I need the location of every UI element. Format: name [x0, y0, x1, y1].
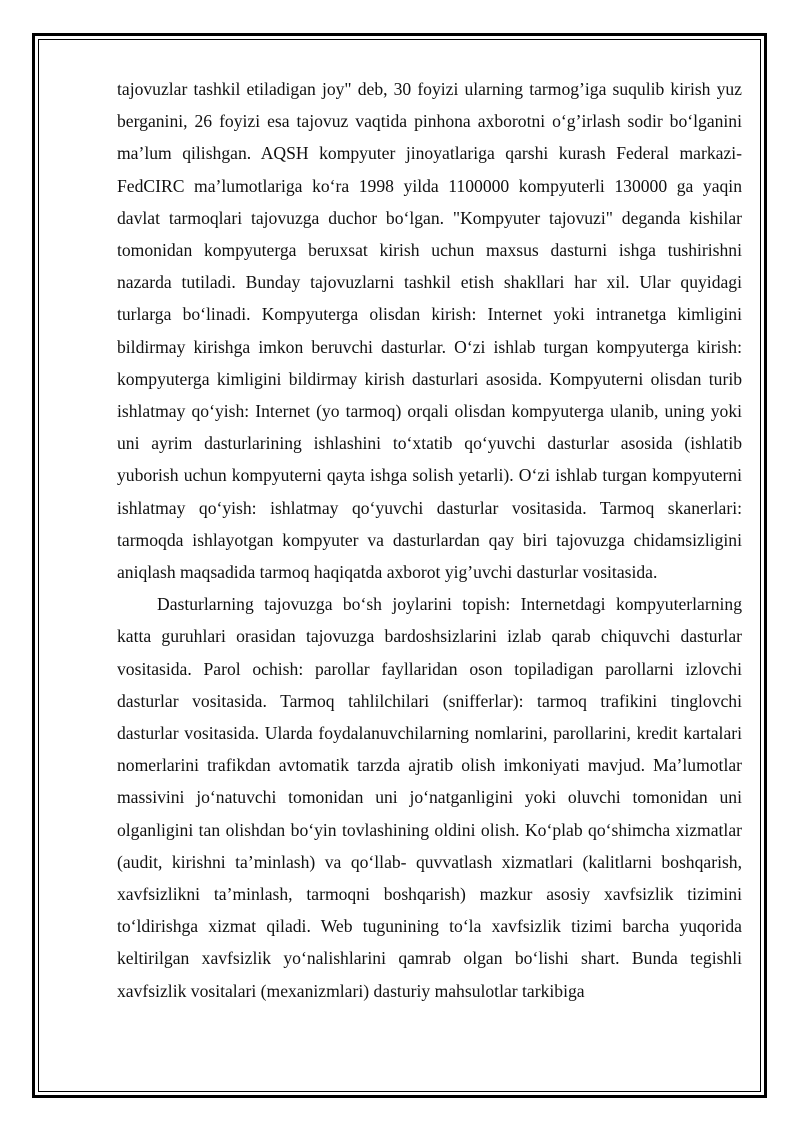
paragraph-2: Dasturlarning tajovuzga bo‘sh joylarini topish: Internetdagi kompyuterlarning katta guruhlari orasidan tajovuzga bardoshsizlarini izlab qarab chiquvchi dasturlar vositasida. Parol ochish: parollar fayllaridan oson topiladigan parollarni izlovchi dasturlar vositasida. Tarmoq tahlilchilari (snifferlar): tarmoq trafikini tinglovchi dasturlar vositasida. Ularda foydalanuvchilarning nomlarini, parollarini, kredit kartalari nomerlarini trafikdan avtomatik tarzda ajratib olish imkoniyati mavjud. Ma’lumotlar massivini jo‘natuvchi tomonidan uni jo‘natganligini yoki oluvchi tomonidan uni olganligini tan olishdan bo‘yin tovlashining oldini olish. Ko‘plab qo‘shimcha xizmatlar (audit, kirishni ta’minlash) va qo‘llab- quvvatlash xizmatlari (kalitlarni boshqarish, xavfsizlikni ta’minlash, tarmoqni boshqarish) mazkur asosiy xavfsizlik tizimini to‘ldirishga xizmat qiladi. Web tugunining to‘la xavfsizlik tizimi barcha yuqorida keltirilgan xavfsizlik yo‘nalishlarini qamrab olgan bo‘lishi shart. Bunda tegishli xavfsizlik vositalari (mexanizmlari) dasturiy mahsulotlar tarkibiga: [117, 594, 742, 1001]
document-body: [117, 73, 742, 1007]
paragraph-1: tajovuzlar tashkil etiladigan joy" deb, 30 foyizi ularning tarmog’iga suqulib kirish yuz berganini, 26 foyizi esa tajovuz vaqtida pinhona axborotni o‘g’irlash sodir bo‘lganini ma’lum qilishgan. AQSH kompyuter jinoyatlariga qarshi kurash Federal markazi-FedCIRC ma’lumotlariga ko‘ra 1998 yilda 1100000 kompyuterli 130000 ga yaqin davlat tarmoqlari tajovuzga duchor bo‘lgan. "Kompyuter tajovuzi" deganda kishilar tomonidan kompyuterga beruxsat kirish uchun maxsus dasturni ishga tushirishni nazarda tutiladi. Bunday tajovuzlarni tashkil etish shakllari har xil. Ular quyidagi turlarga bo‘linadi. Kompyuterga olisdan kirish: Internet yoki intranetga kimligini bildirmay kirishga imkon beruvchi dasturlar. O‘zi ishlab turgan kompyuterga kirish: kompyuterga kimligini bildirmay kirish dasturlari asosida. Kompyuterni olisdan turib ishlatmay qo‘yish: Internet (yo tarmoq) orqali olisdan kompyuterga ulanib, uning yoki uni ayrim dasturlarining ishlashini to‘xtatib qo‘yuvchi dasturlar asosida (ishlatib yuborish uchun kompyuterni qayta ishga solish yetarli). O‘zi ishlab turgan kompyuterni ishlatmay qo‘yish: ishlatmay qo‘yuvchi dasturlar vositasida. Tarmoq skanerlari: tarmoqda ishlayotgan kompyuter va dasturlardan qay biri tajovuzga chidamsizligini aniqlash maqsadida tarmoq haqiqatda axborot yig’uvchi dasturlar vositasida.: [117, 79, 742, 583]
